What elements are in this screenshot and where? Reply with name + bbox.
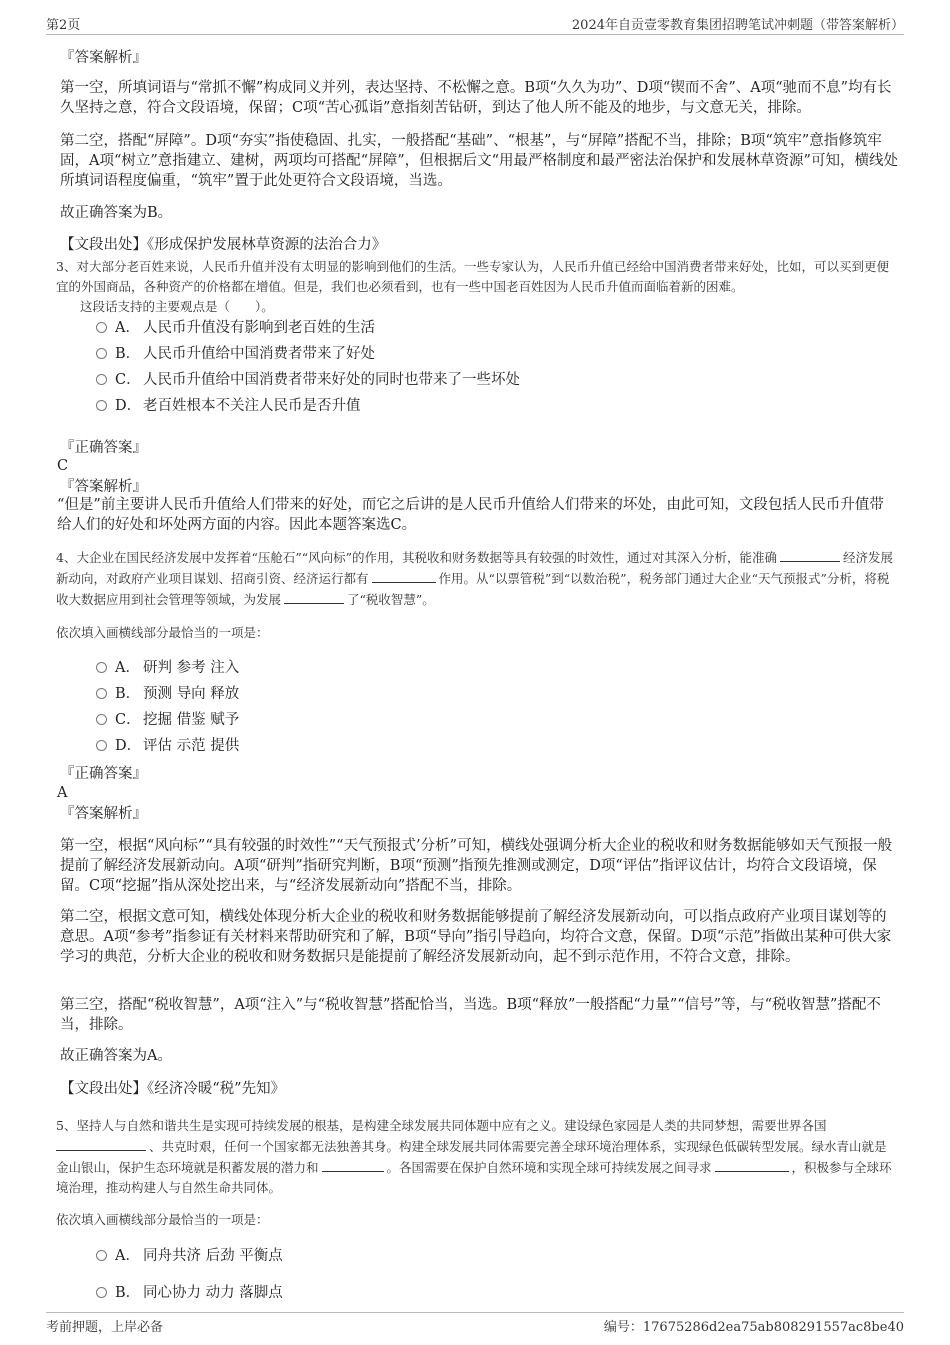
page-footer xyxy=(46,1312,904,1335)
q3-answer-label: 『正确答案』 xyxy=(60,440,147,456)
q2-analysis-label: 『答案解析』 xyxy=(60,50,147,66)
q2-analysis-para2: 第二空，搭配“屏障”。D项“夯实”指使稳固、扎实，一般搭配“基础”、“根基”，与“屏障”搭配不当，排除；B项“筑牢”意指修筑牢固，A项“树立”意指建立、建树，两项均可搭配“屏障”，但根据后文“用最严格制度和最严密法治保护和发展林草资源”可知，横线处所填词语程度偏重，“筑牢”置于此处更符合文段语境，当选。 xyxy=(60,133,898,189)
q4-option-c[interactable]: C． 挖掘 借鉴 赋予 xyxy=(96,710,239,730)
q4-analysis-para3: 第三空，搭配“税收智慧”，A项“注入”与“税收智慧”搭配恰当，当选。B项“释放”一般搭配“力量”“信号”等，与“税收智慧”搭配不当，排除。 xyxy=(60,997,881,1033)
q4-option-d[interactable]: D． 评估 示范 提供 xyxy=(96,736,239,756)
q4-option-a[interactable]: A． 研判 参考 注入 xyxy=(96,658,239,678)
q2-analysis-para1: 第一空，所填词语与“常抓不懈”构成同义并列，表达坚持、不松懈之意。B项“久久为功”、D项“锲而不舍”、A项“驰而不息”均有长久坚持之意，符合文段语境，保留；C项“苦心孤诣”意指刻苦钻研，到达了他人所不能及的地步，与文意无关，排除。 xyxy=(60,80,892,116)
q5-option-b[interactable]: B． 同心协力 动力 落脚点 xyxy=(96,1283,283,1303)
radio-icon[interactable] xyxy=(96,1287,107,1298)
fill-blank xyxy=(284,589,344,604)
q3-option-d[interactable]: D． 老百姓根本不关注人民币是否升值 xyxy=(96,396,361,416)
q3-analysis: “但是”前主要讲人民币升值给人们带来的好处，而它之后讲的是人民币升值给人们带来的坏处，由此可知，文段包括人民币升值带给人们的好处和坏处两方面的内容。因此本题答案选C。 xyxy=(57,497,884,533)
radio-icon[interactable] xyxy=(96,322,107,333)
q2-conclusion: 故正确答案为B。 xyxy=(60,205,173,221)
q3-option-b[interactable]: B． 人民币升值给中国消费者带来了好处 xyxy=(96,344,375,364)
q3-option-c[interactable]: C． 人民币升值给中国消费者带来好处的同时也带来了一些坏处 xyxy=(96,370,520,390)
document-id: 编号：17675286d2ea75ab808291557ac8be40 xyxy=(603,1320,904,1335)
q5-prompt: 依次填入画横线部分最恰当的一项是： xyxy=(56,1212,269,1227)
radio-icon[interactable] xyxy=(96,400,107,411)
q3-answer: C xyxy=(57,458,69,474)
radio-icon[interactable] xyxy=(96,1250,107,1261)
q4-prompt: 依次填入画横线部分最恰当的一项是： xyxy=(56,625,269,640)
fill-blank xyxy=(372,568,436,583)
radio-icon[interactable] xyxy=(96,662,107,673)
q4-analysis-para1: 第一空，根据“风向标”“具有较强的时效性”“天气预报式’分析”可知，横线处强调分析大企业的税收和财务数据能够如天气预报一般提前了解经济发展新动向。A项“研判”指研究判断，B项“预测”指预先推测或测定，D项“评估”指评议估计，均符合文段语境，保留。C项“挖掘”指从深处挖出来，与“经济发展新动向”搭配不当，排除。 xyxy=(60,838,893,894)
q4-option-b[interactable]: B． 预测 导向 释放 xyxy=(96,684,239,704)
q4-answer: A xyxy=(57,785,68,801)
radio-icon[interactable] xyxy=(96,374,107,385)
q3-prompt: 这段话支持的主要观点是（ ）。 xyxy=(80,299,274,314)
footer-slogan: 考前押题，上岸必备 xyxy=(46,1320,164,1335)
q4-answer-label: 『正确答案』 xyxy=(60,766,147,782)
q4-source: 【文段出处】《经济冷暖“税”先知》 xyxy=(60,1081,286,1097)
q2-source: 【文段出处】《形成保护发展林草资源的法治合力》 xyxy=(60,237,387,253)
q4-analysis-label: 『答案解析』 xyxy=(60,806,147,822)
fill-blank xyxy=(322,1157,384,1172)
q4-stem: 4、大企业在国民经济发展中发挥着“压舱石”“风向标”的作用，其税收和财务数据等具有较强的时效性，通过对其深入分析，能准确 经济发展新动向，对政府产业项目谋划、招商引资、经济运行都有 作用。从“以票管税”到“以数治税”，税务部门通过大企业“天气预报式”分析，将税收大数据应用到社会管理等领域，为发展 了“税收智慧”。 xyxy=(56,547,898,610)
radio-icon[interactable] xyxy=(96,348,107,359)
q3-analysis-label: 『答案解析』 xyxy=(60,479,147,495)
radio-icon[interactable] xyxy=(96,740,107,751)
fill-blank xyxy=(780,547,840,562)
fill-blank xyxy=(56,1136,146,1151)
q4-analysis-para2: 第二空，根据文意可知，横线处体现分析大企业的税收和财务数据能够提前了解经济发展新动向，可以指点政府产业项目谋划等的意思。A项“参考”指参证有关材料来帮助研究和了解，B项“导向”指引导趋向，均符合文意，保留。D项“示范”指做出某种可供大家学习的典范，分析大企业的税收和财务数据只是能提前了解经济发展新动向，起不到示范作用，不符合文意，排除。 xyxy=(60,909,892,965)
fill-blank xyxy=(715,1157,789,1172)
radio-icon[interactable] xyxy=(96,714,107,725)
document-title: 2024年自贡壹零教育集团招聘笔试冲刺题（带答案解析） xyxy=(571,18,904,33)
q4-conclusion: 故正确答案为A。 xyxy=(60,1048,172,1064)
q5-option-a[interactable]: A． 同舟共济 后劲 平衡点 xyxy=(96,1246,283,1266)
page-number: 第2页 xyxy=(46,18,81,33)
q3-option-a[interactable]: A． 人民币升值没有影响到老百姓的生活 xyxy=(96,318,375,338)
q3-stem: 3、对大部分老百姓来说，人民币升值并没有太明显的影响到他们的生活。一些专家认为，人民币升值已经给中国消费者带来好处，比如，可以买到更便宜的外国商品，各种资产的价格都在增值。但是，我们也必须看到，也有一些中国老百姓因为人民币升值而面临着新的困难。 xyxy=(56,259,889,294)
page-header xyxy=(46,12,904,35)
radio-icon[interactable] xyxy=(96,688,107,699)
q5-stem: 5、坚持人与自然和谐共生是实现可持续发展的根基，是构建全球发展共同体题中应有之义。建设绿色家园是人类的共同梦想，需要世界各国、共克时艰，任何一个国家都无法独善其身。构建全球发展共同体需要完善全球环境治理体系，实现绿色低碳转型发展。绿水青山就是金山银山，保护生态环境就是积蓄发展的潜力和 。各国需要在保护自然环境和实现全球可持续发展之间寻求 ，积极参与全球环境治理，推动构建人与自然生命共同体。 xyxy=(56,1118,892,1195)
